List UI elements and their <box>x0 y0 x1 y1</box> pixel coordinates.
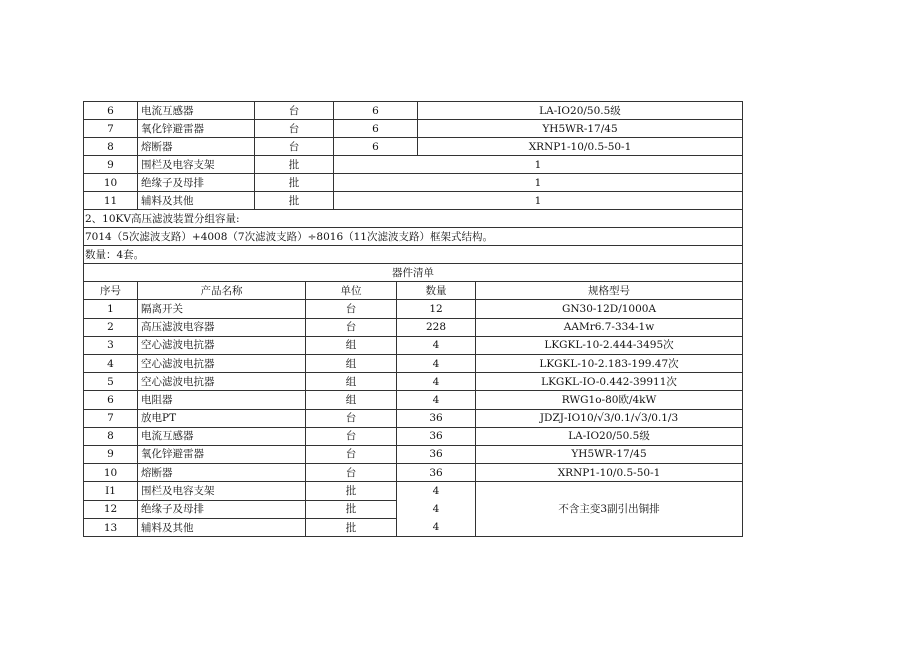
header-name: 产品名称 <box>138 282 306 300</box>
unit: 组 <box>306 373 397 391</box>
table-row <box>84 192 743 210</box>
unit: 批 <box>306 500 397 518</box>
product-name: 辅料及其他 <box>138 192 255 210</box>
table-row <box>84 300 743 318</box>
quantity: 228 <box>397 318 476 336</box>
table-row <box>84 336 743 354</box>
quantity: 12 <box>397 300 476 318</box>
header-no: 序号 <box>84 282 138 300</box>
unit: 台 <box>255 120 334 138</box>
table-row <box>84 318 743 336</box>
header-spec: 规格型号 <box>476 282 743 300</box>
quantity: 4 <box>432 521 440 534</box>
row-number: 12 <box>84 500 138 518</box>
row-number: 1 <box>84 300 138 318</box>
material-table <box>83 101 743 264</box>
quantity: 36 <box>397 464 476 482</box>
spec: JDZJ-IO10/√3/0.1/√3/0.1/3 <box>476 409 743 427</box>
table-row <box>84 427 743 445</box>
spec: RWG1o-80欧/4kW <box>476 391 743 409</box>
quantity: 4 <box>432 503 440 516</box>
product-name: 空心滤波电抗器 <box>138 354 306 372</box>
header-row <box>84 282 743 300</box>
quantity-row <box>84 246 743 264</box>
product-name: 辅料及其他 <box>138 518 306 536</box>
quantity-text: 数量：4套。 <box>84 246 743 264</box>
table-title: 器件清单 <box>84 264 743 282</box>
product-name: 隔离开关 <box>138 300 306 318</box>
spec: YH5WR-17/45 <box>418 120 743 138</box>
table-row <box>84 120 743 138</box>
unit: 台 <box>306 300 397 318</box>
spec: XRNP1-10/0.5-50-1 <box>418 138 743 156</box>
section-heading-row <box>84 210 743 228</box>
spec: YH5WR-17/45 <box>476 445 743 463</box>
row-number: 2 <box>84 318 138 336</box>
table-row <box>84 373 743 391</box>
row-number: 6 <box>84 102 138 120</box>
structure-text: 7014（5次滤波支路）+4008（7次滤波支路）÷8016（11次滤波支路）框架式结构。 <box>84 228 743 246</box>
product-name: 熔断器 <box>138 138 255 156</box>
table-row <box>84 445 743 463</box>
quantity: 36 <box>397 427 476 445</box>
row-number: 7 <box>84 409 138 427</box>
quantity: 1 <box>334 192 743 210</box>
row-number: 8 <box>84 427 138 445</box>
quantity: 4 <box>397 391 476 409</box>
row-number: 10 <box>84 174 138 192</box>
spec: LA-IO20/50.5级 <box>418 102 743 120</box>
header-qty: 数量 <box>397 282 476 300</box>
row-number: 9 <box>84 445 138 463</box>
product-name: 电阻器 <box>138 391 306 409</box>
row-number: 9 <box>84 156 138 174</box>
product-name: 空心滤波电抗器 <box>138 373 306 391</box>
spec: XRNP1-10/0.5-50-1 <box>476 464 743 482</box>
row-number: 5 <box>84 373 138 391</box>
quantity: 1 <box>334 156 743 174</box>
unit: 组 <box>306 391 397 409</box>
structure-row <box>84 228 743 246</box>
table-row <box>84 409 743 427</box>
table-row <box>84 391 743 409</box>
table-row <box>84 354 743 372</box>
product-name: 空心滤波电抗器 <box>138 336 306 354</box>
table-row <box>84 482 743 500</box>
row-number: 4 <box>84 354 138 372</box>
unit: 台 <box>306 464 397 482</box>
merged-quantity-cell <box>397 482 476 537</box>
header-unit: 单位 <box>306 282 397 300</box>
unit: 批 <box>255 192 334 210</box>
product-name: 放电PT <box>138 409 306 427</box>
product-name: 高压滤波电容器 <box>138 318 306 336</box>
product-name: 氧化锌避雷器 <box>138 445 306 463</box>
table-row <box>84 156 743 174</box>
row-number: 11 <box>84 192 138 210</box>
table-row <box>84 174 743 192</box>
quantity: 4 <box>397 373 476 391</box>
row-number: 7 <box>84 120 138 138</box>
spec: LKGKL-IO-0.442-39911次 <box>476 373 743 391</box>
product-name: 围栏及电容支架 <box>138 156 255 174</box>
unit: 批 <box>255 174 334 192</box>
quantity: 36 <box>397 409 476 427</box>
row-number: 6 <box>84 391 138 409</box>
quantity: 4 <box>397 336 476 354</box>
spec: LKGKL-10-2.183-199.47次 <box>476 354 743 372</box>
document-page <box>83 101 742 537</box>
spec: LKGKL-10-2.444-3495次 <box>476 336 743 354</box>
row-number: 3 <box>84 336 138 354</box>
unit: 台 <box>306 318 397 336</box>
merged-spec-note: 不含主变3副引出铜排 <box>476 482 743 537</box>
component-list-table <box>83 264 743 537</box>
row-number: I1 <box>84 482 138 500</box>
table-row <box>84 464 743 482</box>
row-number: 13 <box>84 518 138 536</box>
unit: 台 <box>306 409 397 427</box>
unit: 批 <box>306 482 397 500</box>
table-title-row <box>84 264 743 282</box>
product-name: 绝缘子及母排 <box>138 500 306 518</box>
spec: LA-IO20/50.5级 <box>476 427 743 445</box>
section-heading: 2、10KV高压滤波装置分组容量: <box>84 210 743 228</box>
quantity: 36 <box>397 445 476 463</box>
product-name: 围栏及电容支架 <box>138 482 306 500</box>
unit: 台 <box>255 102 334 120</box>
spec: AAMr6.7-334-1w <box>476 318 743 336</box>
quantity: 6 <box>334 120 418 138</box>
product-name: 熔断器 <box>138 464 306 482</box>
unit: 组 <box>306 336 397 354</box>
product-name: 氧化锌避雷器 <box>138 120 255 138</box>
unit: 组 <box>306 354 397 372</box>
quantity: 1 <box>334 174 743 192</box>
quantity: 4 <box>397 354 476 372</box>
product-name: 电流互感器 <box>138 102 255 120</box>
quantity: 4 <box>432 485 440 498</box>
product-name: 电流互感器 <box>138 427 306 445</box>
product-name: 绝缘子及母排 <box>138 174 255 192</box>
unit: 批 <box>255 156 334 174</box>
spec: GN30-12D/1000A <box>476 300 743 318</box>
unit: 批 <box>306 518 397 536</box>
quantity: 6 <box>334 138 418 156</box>
table-row <box>84 138 743 156</box>
unit: 台 <box>306 427 397 445</box>
unit: 台 <box>255 138 334 156</box>
row-number: 8 <box>84 138 138 156</box>
quantity: 6 <box>334 102 418 120</box>
unit: 台 <box>306 445 397 463</box>
table-row <box>84 102 743 120</box>
row-number: 10 <box>84 464 138 482</box>
